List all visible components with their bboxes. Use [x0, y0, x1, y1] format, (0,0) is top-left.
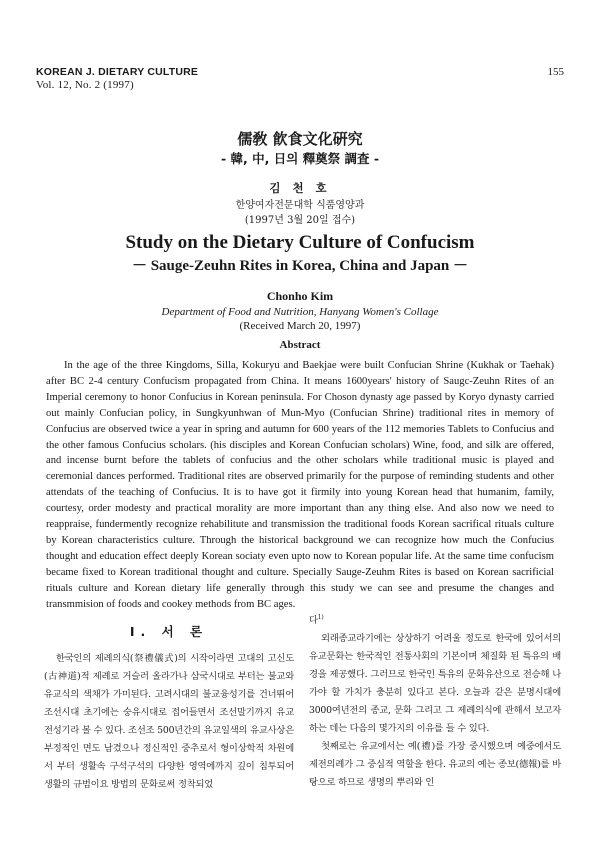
english-title: Study on the Dietary Culture of Confucism — [125, 232, 475, 253]
abstract-heading: Abstract — [279, 339, 321, 351]
english-subtitle: － Sauge-Zeuhn Rites in Korea, China and Japan － — [131, 258, 469, 274]
body-left-column — [44, 618, 294, 794]
korean-title: 儒敎 飮食文化硏究 — [237, 130, 363, 148]
body-right-column — [309, 612, 561, 792]
korean-received-date: (1997년 3월 20일 접수) — [244, 215, 356, 226]
english-department: Department of Food and Nutrition, Hanyang Women's Collage — [161, 306, 439, 318]
abstract-text: In the age of the three Kingdoms, Silla, Kokuryu and Baekjae were built Confucian Shrine (Kukhak or Taehak) after BC 2-4 century Confucism propagated from China. It means 1600years' history of Saugc-Zeuhn Rites of an Imperial ceremony to honor Confucius in Korean peninsula. For Choson dynasty age passed by Koryo dynasty carried out mainly Confucian policy, in Sungkyunhwan of Mun-Myo (Confucian Shrine) traditional rites in memory of Confucius are observed twice a year in spring and autumn for 600 years of the 112 memories Tablets to Confucius and the other famous Confucius scholars. (his disciples and Korean Confucian scholars) Wine, food, and silk are offered, and incense burnt before the tablets of confucius and the other scholars while traditional music is played and ceremonial dances performed. Traditional rites are observed primarily for the purpose of reminding students and other attendats of the teaching of Confucius. It is to have got it firmily into young Korean head that humanim, family, courtesy, order modesty and practical morality are more important than any thing else. And also now we need to reappraise, fundermently recognize rehabilitute and transmission the traditional foods Korean sacrifical rituals culture by Korean characteristics culture. Through the historical background we can recognize how much the Confucius thought and education effect deeply Korean sociaty even upto now to Korean popular life. At the same time confucism became fixed to Korean traditional thought and culture. Specially Sauge-Zeuhm Rites is based on Korean sacrificial rituals culture and Korean dietary life generally through this study we can see and presume the changes and transmmision of foods and cookey methods from BC ages. — [46, 360, 554, 610]
korean-affiliation: 한양여자전문대학 식품영양과 — [235, 200, 365, 211]
body-paragraph-right-2: 첫째로는 유교에서는 예(禮)를 가장 중시했으며 예중에서도 제전의례가 그 중심적 역할을 한다. 유교의 예는 종보(德報)를 바탕으로 하므로 생명의 뿌리와 인 — [309, 741, 561, 788]
footnote-marker: 1) — [317, 613, 324, 621]
english-received-date: (Received March 20, 1997) — [239, 320, 361, 332]
korean-subtitle: - 韓, 中, 日의 釋奠祭 調査 - — [220, 151, 380, 166]
korean-author: 김 천 호 — [269, 181, 331, 195]
journal-volume: Vol. 12, No. 2 (1997) — [36, 79, 134, 91]
body-paragraph-left: 한국인의 제례의식(祭禮儀式)의 시작이라면 고대의 고신도(古神道)적 제례로 거슬러 올라가나 삼국시대로 부터는 불교와 유교식의 색채가 가미된다. 고려시대의 불교융성기를 건너뛰어 조선시대 초기에는 숭유시대로 접어들면서 조선말기까지 유교전성기라 볼 수 있다. 조선조 500년간의 유교일색의 유교사상은 부정적인 면도 남겼으나 정신적인 중추로서 형이상학적 차원에서 부터 생활속 구석구석의 다양한 영역에까지 깊이 침투되어 생활의 규범이요 방법의 문화로써 정착되었 — [44, 653, 294, 790]
journal-header — [36, 66, 198, 92]
page-number: 155 — [547, 66, 564, 78]
body-continuation — [309, 612, 561, 630]
body-paragraph-right-1: 외래종교라기에는 상상하기 어려울 정도로 한국에 있어서의 유교문화는 한국적인 전통사회의 기본이며 체질화 된 특유의 배경을 제공했다. 그러므로 한국인 특유의 문화유산으로 전승해 나가야 할 가치가 충분히 있다고 본다. 오늘과 같은 분명시대에 3000여년전의 종교, 문화 그리고 그 제례의식에 관해서 보고자 하는 데는 다음의 몇가지의 이유를 들 수 있다. — [309, 633, 561, 734]
english-heading — [0, 232, 600, 333]
english-author: Chonho Kim — [266, 289, 334, 303]
section-heading-introduction: I. 서 론 — [129, 624, 209, 639]
journal-name: KOREAN J. DIETARY CULTURE — [36, 66, 199, 78]
korean-heading — [0, 130, 600, 228]
continuation-text: 다 — [309, 615, 318, 626]
